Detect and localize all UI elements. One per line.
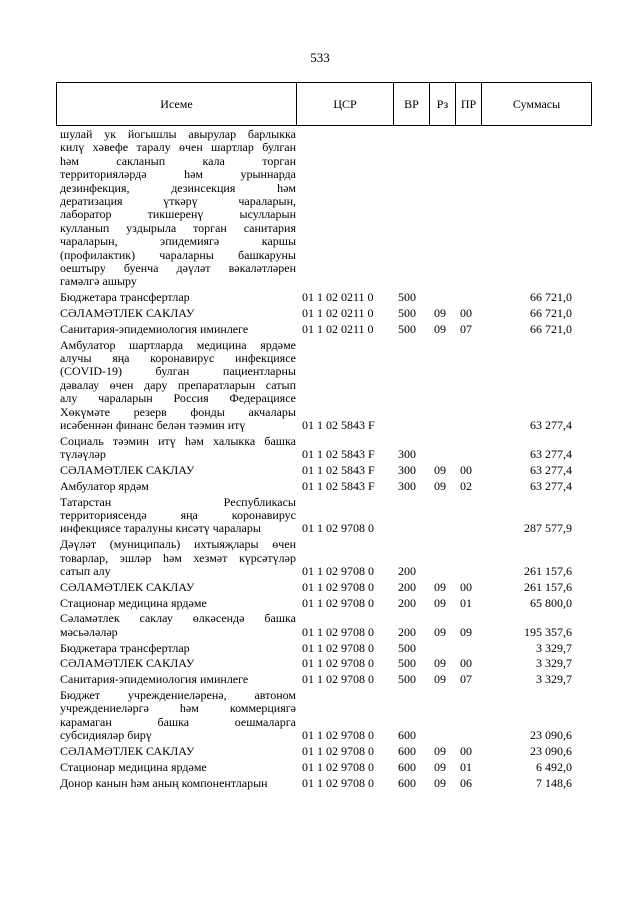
row-sum: 23 090,6 [530, 728, 572, 743]
row-sum: 3 329,7 [536, 672, 572, 687]
row-name [60, 128, 296, 289]
row-name-line: Амбулатор ярдәм [60, 478, 149, 493]
row-csr: 01 1 02 5843 F [302, 417, 375, 432]
row-name-line: дәвалау өчен дару препаратларын сатып [60, 377, 296, 392]
row-name-line: инфекциясе таралуны кисәтү чаралары [60, 521, 261, 536]
row-sum: 6 492,0 [536, 759, 572, 774]
table-row [56, 642, 592, 655]
row-name-line: Дәүләт (муниципаль) ихтыяҗлары өчен [60, 537, 296, 552]
row-name-line: исәбеннән финанс белән тәэмин итү [60, 418, 246, 433]
row-name-line: СӘЛАМӘТЛЕК САКЛАУ [60, 306, 195, 320]
row-sum: 261 157,6 [524, 563, 572, 578]
row-sum: 195 357,6 [524, 624, 572, 639]
row-name-line: дератизация үткәрү чараларын, [60, 194, 296, 209]
row-pr: 01 [460, 759, 472, 774]
row-name-line: Хөкүмәте резерв фонды акчалары [60, 404, 296, 419]
row-sum: 63 277,4 [530, 417, 572, 432]
row-name [60, 642, 296, 655]
row-csr: 01 1 02 9708 0 [302, 744, 374, 758]
row-vr: 500 [398, 321, 416, 336]
row-sum: 63 277,4 [530, 478, 572, 493]
row-name [60, 480, 296, 493]
row-rz: 09 [434, 656, 446, 671]
row-vr: 200 [398, 563, 416, 578]
row-vr: 500 [398, 672, 416, 687]
row-csr: 01 1 02 0211 0 [302, 290, 374, 305]
row-name-line: карамаган башка оешмаларга [60, 714, 296, 729]
header-rz: Рз [430, 83, 456, 125]
row-name [60, 657, 296, 670]
header-vr: ВР [394, 83, 430, 125]
row-csr: 01 1 02 9708 0 [302, 672, 374, 687]
row-pr: 00 [460, 579, 472, 594]
row-name-line: дезинфекция, дезинсекция һәм [60, 180, 296, 195]
row-name-line: территорияләрдә һәм урыннарда [60, 167, 296, 182]
row-sum: 63 277,4 [530, 463, 572, 477]
row-vr: 300 [398, 447, 416, 462]
row-name [60, 745, 296, 758]
row-csr: 01 1 02 9708 0 [302, 595, 374, 610]
row-csr: 01 1 02 9708 0 [302, 624, 374, 639]
row-name-line: Стационар медицина ярдәме [60, 595, 207, 610]
row-rz: 09 [434, 759, 446, 774]
row-name-line: Сәламәтлек саклау өлкәсендә башка [60, 611, 296, 626]
table-row [56, 657, 592, 670]
row-name-line: Социаль тәэмин итү һәм халыкка башка [60, 433, 296, 448]
row-vr: 300 [398, 478, 416, 493]
row-pr: 00 [460, 656, 472, 671]
row-name-line: субсидияләр бирү [60, 728, 152, 743]
row-name-line: Донор канын һәм аның компонентларын [60, 775, 268, 790]
table-row [56, 435, 592, 462]
table-header [56, 82, 592, 126]
table-row [56, 339, 592, 433]
table-row [56, 761, 592, 774]
row-rz: 09 [434, 306, 446, 320]
row-sum: 66 721,0 [530, 306, 572, 320]
row-rz: 09 [434, 672, 446, 687]
row-name-line: кулланып уздырыла торган санитария [60, 220, 296, 235]
row-rz: 09 [434, 775, 446, 790]
row-name-line: килү хәвефе таралу өчен шартлар булган [60, 140, 296, 155]
row-name [60, 291, 296, 304]
table-row [56, 464, 592, 477]
row-name-line: алу чараларын Россия Федерациясе [60, 391, 296, 406]
row-sum: 63 277,4 [530, 447, 572, 462]
row-rz: 09 [434, 744, 446, 758]
row-vr: 500 [398, 656, 416, 671]
row-name-line: оештыру буенча дәүләт вәкаләтләрен [60, 261, 296, 276]
row-name [60, 538, 296, 578]
row-sum: 66 721,0 [530, 290, 572, 305]
row-vr: 200 [398, 595, 416, 610]
table-row [56, 291, 592, 304]
row-csr: 01 1 02 9708 0 [302, 521, 374, 536]
row-sum: 65 800,0 [530, 595, 572, 610]
row-pr: 07 [460, 321, 472, 336]
table-row [56, 673, 592, 686]
table-row [56, 307, 592, 320]
row-csr: 01 1 02 9708 0 [302, 579, 374, 594]
row-name-line: территориясендә яңа коронавирус [60, 508, 296, 522]
row-vr: 600 [398, 759, 416, 774]
table-row [56, 581, 592, 594]
row-rz: 09 [434, 579, 446, 594]
row-name-line: СӘЛАМӘТЛЕК САКЛАУ [60, 579, 195, 594]
row-name-line: (профилактик) чараларны башкаруны [60, 247, 296, 262]
row-sum: 23 090,6 [530, 744, 572, 758]
row-name-line: алучы яңа коронавирус инфекциясе [60, 351, 296, 365]
row-name-line: мәсьәләләр [60, 624, 118, 639]
row-pr: 07 [460, 672, 472, 687]
row-csr: 01 1 02 5843 F [302, 463, 375, 477]
row-name-line: товарлар, эшләр һәм хезмәт күрсәтүләр [60, 550, 296, 565]
row-name-line: түләүләр [60, 447, 106, 462]
row-vr: 600 [398, 728, 416, 743]
row-csr: 01 1 02 9708 0 [302, 656, 374, 671]
row-vr: 300 [398, 463, 416, 477]
row-name-line: һәм сакланып кала торган [60, 153, 296, 168]
row-name [60, 435, 296, 462]
row-name-line: Бюджетара трансфертлар [60, 640, 190, 655]
row-name-line: учреждениеләргә һәм коммерциягә [60, 701, 296, 716]
row-pr: 02 [460, 478, 472, 493]
row-csr: 01 1 02 0211 0 [302, 321, 374, 336]
row-rz: 09 [434, 595, 446, 610]
row-name-line: Санитария-эпидемиология иминлеге [60, 672, 249, 687]
row-csr: 01 1 02 9708 0 [302, 775, 374, 790]
header-pr: ПР [456, 83, 482, 125]
row-pr: 01 [460, 595, 472, 610]
row-name-line: СӘЛАМӘТЛЕК САКЛАУ [60, 656, 195, 671]
row-csr: 01 1 02 9708 0 [302, 640, 374, 655]
table-row [56, 745, 592, 758]
row-vr: 500 [398, 640, 416, 655]
row-name [60, 612, 296, 639]
row-pr: 00 [460, 306, 472, 320]
row-csr: 01 1 02 9708 0 [302, 563, 374, 578]
row-name [60, 464, 296, 477]
row-name [60, 673, 296, 686]
row-name [60, 581, 296, 594]
row-name-line: Амбулатор шартларда медицина ярдәме [60, 337, 296, 352]
row-rz: 09 [434, 478, 446, 493]
table-row [56, 597, 592, 610]
row-name [60, 777, 296, 790]
table-row [56, 538, 592, 578]
row-name [60, 307, 296, 320]
row-name-line: чараларын, эпидемиягә каршы [60, 234, 296, 249]
page-number: 533 [310, 50, 330, 65]
row-sum: 3 329,7 [536, 656, 572, 671]
table-row [56, 480, 592, 493]
row-name-line: (COVID-19) булган пациентларны [60, 364, 296, 379]
row-rz: 09 [434, 624, 446, 639]
row-name [60, 689, 296, 743]
row-name-line: Татарстан Республикасы [60, 494, 296, 509]
table-row [56, 777, 592, 790]
row-name-line: гамәлгә ашыру [60, 274, 137, 289]
header-sum: Суммасы [512, 97, 561, 111]
row-name-line: Бюджет учреждениеләренә, автоном [60, 688, 296, 702]
row-pr: 09 [460, 624, 472, 639]
table-row [56, 689, 592, 743]
row-name [60, 496, 296, 536]
row-name-line: СӘЛАМӘТЛЕК САКЛАУ [60, 744, 195, 758]
header-name: Исеме [57, 83, 297, 125]
table-row [56, 323, 592, 336]
row-name-line: шулай ук йогышлы авырулар барлыкка [60, 127, 296, 141]
row-name-line: Бюджетара трансфертлар [60, 290, 190, 305]
row-vr: 600 [398, 775, 416, 790]
row-csr: 01 1 02 5843 F [302, 447, 375, 462]
row-csr: 01 1 02 9708 0 [302, 728, 374, 743]
row-rz: 09 [434, 463, 446, 477]
row-name [60, 597, 296, 610]
table-row [56, 612, 592, 639]
row-vr: 200 [398, 579, 416, 594]
row-name-line: СӘЛАМӘТЛЕК САКЛАУ [60, 463, 195, 477]
row-vr: 200 [398, 624, 416, 639]
row-sum: 287 577,9 [524, 521, 572, 536]
row-name-line: Санитария-эпидемиология иминлеге [60, 321, 249, 336]
row-csr: 01 1 02 9708 0 [302, 759, 374, 774]
row-pr: 00 [460, 463, 472, 477]
header-csr: ЦСР [297, 83, 394, 125]
row-pr: 00 [460, 744, 472, 758]
row-csr: 01 1 02 5843 F [302, 478, 375, 493]
row-name-line: Стационар медицина ярдәме [60, 759, 207, 774]
row-name-line: лаборатор тикшеренү ысулларын [60, 207, 296, 222]
row-sum: 66 721,0 [530, 321, 572, 336]
row-vr: 500 [398, 290, 416, 305]
table-row [56, 128, 592, 289]
table-row [56, 496, 592, 536]
row-vr: 600 [398, 744, 416, 758]
row-name [60, 339, 296, 433]
row-name-line: сатып алу [60, 564, 111, 578]
row-rz: 09 [434, 321, 446, 336]
row-sum: 7 148,6 [536, 775, 572, 790]
row-name [60, 323, 296, 336]
row-vr: 500 [398, 306, 416, 320]
row-pr: 06 [460, 775, 472, 790]
row-name [60, 761, 296, 774]
row-sum: 261 157,6 [524, 579, 572, 594]
row-csr: 01 1 02 0211 0 [302, 306, 374, 320]
row-sum: 3 329,7 [536, 640, 572, 655]
